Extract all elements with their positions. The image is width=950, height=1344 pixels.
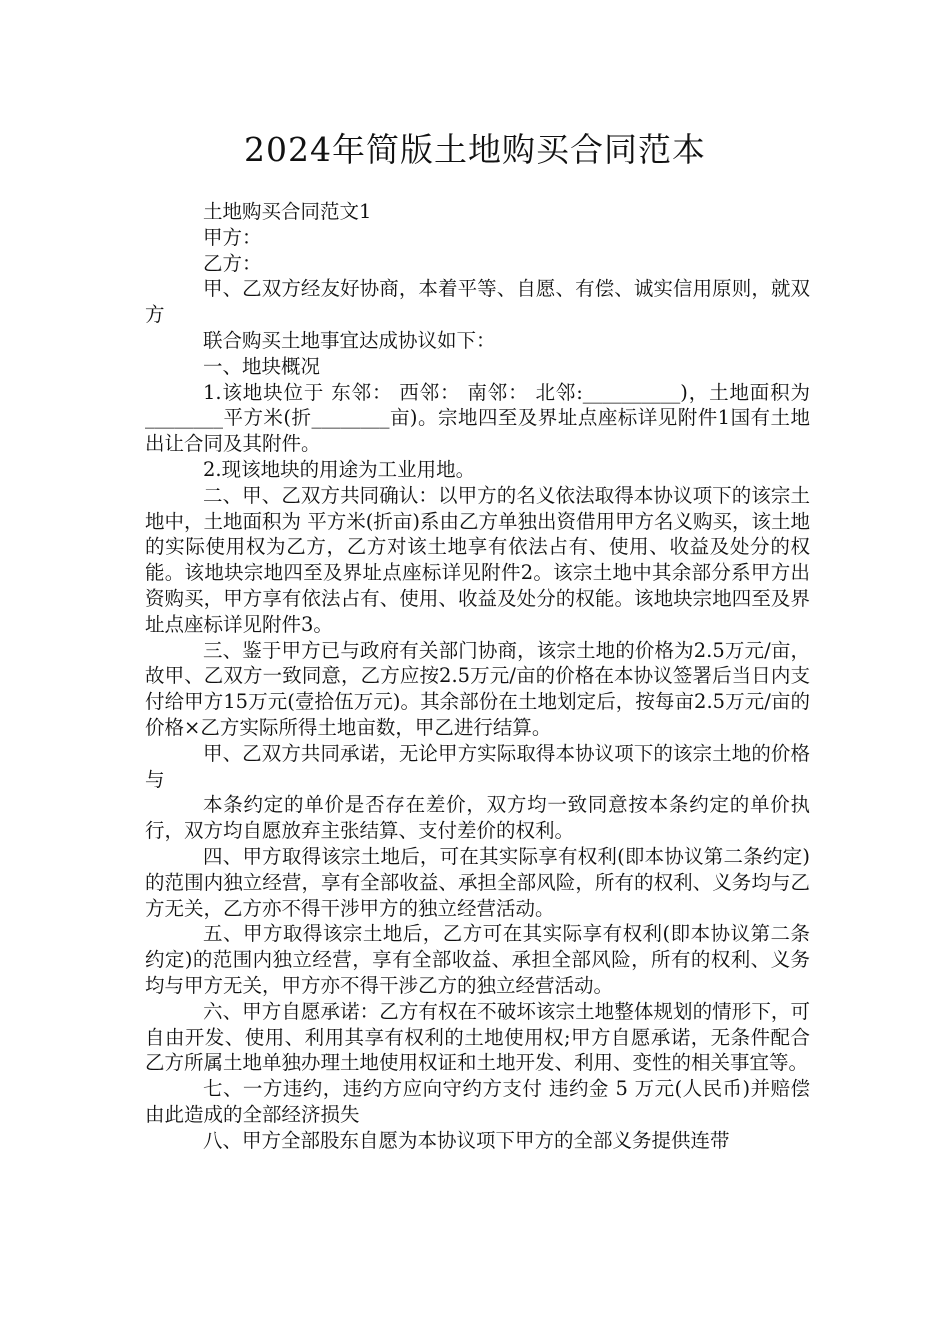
paragraph-preamble-cont: 联合购买土地事宜达成协议如下：: [203, 328, 496, 352]
section-8: 八、甲方全部股东自愿为本协议项下甲方的全部义务提供连带: [203, 1128, 730, 1152]
section-1-item-1: 1.该地块位于 东邻： 西邻： 南邻： 北邻:__________)，土地面积为________平方米(折________亩)。宗地四至及界址点座标详见附件1国有土地出让合同及其附件。: [145, 380, 810, 456]
section-3-commitment-cont: 本条约定的单价是否存在差价，双方均一致同意按本条约定的单价执行，双方均自愿放弃主张结算、支付差价的权利。: [145, 793, 810, 843]
section-7: 七、一方违约，违约方应向守约方支付 违约金 5 万元(人民币)并赔偿由此造成的全部经济损失: [145, 1077, 810, 1126]
paragraph-party-a: 甲方：: [203, 225, 262, 249]
paragraph-preamble: 甲、乙双方经友好协商，本着平等、自愿、有偿、诚实信用原则，就双方: [145, 277, 810, 327]
paragraph-party-b: 乙方：: [203, 251, 262, 275]
section-5: 五、甲方取得该宗土地后，乙方可在其实际享有权利(即本协议第二条约定)的范围内独立经营，享有全部收益、承担全部风险，所有的权利、义务均与甲方无关，甲方亦不得干涉乙方的独立经营活动。: [145, 922, 810, 997]
document-body: [145, 199, 810, 1153]
section-2: 二、甲、乙双方共同确认：以甲方的名义依法取得本协议项下的该宗土地中，土地面积为 平方米(折亩)系由乙方单独出资借用甲方名义购买，该土地的实际使用权为乙方，乙方对该土地享有依法占有、使用、收益及处分的权能。该地块宗地四至及界址点座标详见附件2。该宗土地中其余部分系甲方出资购买，甲方享有依法占有、使用、收益及处分的权能。该地块宗地四至及界址点座标详见附件3。: [145, 483, 810, 636]
section-1-item-2: 2.现该地块的用途为工业用地。: [203, 457, 476, 481]
section-6: 六、甲方自愿承诺：乙方有权在不破坏该宗土地整体规划的情形下，可自由开发、使用、利用其享有权利的土地使用权;甲方自愿承诺，无条件配合乙方所属土地单独办理土地使用权证和土地开发、利用、变性的相关事宜等。: [145, 999, 810, 1075]
document-title: 2024年简版土地购买合同范本: [244, 130, 706, 169]
section-4: 四、甲方取得该宗土地后，可在其实际享有权利(即本协议第二条约定)的范围内独立经营，享有全部收益、承担全部风险，所有的权利、义务均与乙方无关，乙方亦不得干涉甲方的独立经营活动。: [145, 844, 810, 920]
paragraph-heading: 土地购买合同范文1: [203, 200, 372, 223]
section-1-heading: 一、地块概况: [203, 354, 321, 378]
section-3: 三、鉴于甲方已与政府有关部门协商，该宗土地的价格为2.5万元/亩，故甲、乙双方一致同意，乙方应按2.5万元/亩的价格在本协议签署后当日内支付给甲方15万元(壹拾伍万元)。其余部份在土地划定后，按每亩2.5万元/亩的价格×乙方实际所得土地亩数，甲乙进行结算。: [145, 638, 810, 739]
section-3-commitment: 甲、乙双方共同承诺，无论甲方实际取得本协议项下的该宗土地的价格与: [145, 741, 810, 791]
